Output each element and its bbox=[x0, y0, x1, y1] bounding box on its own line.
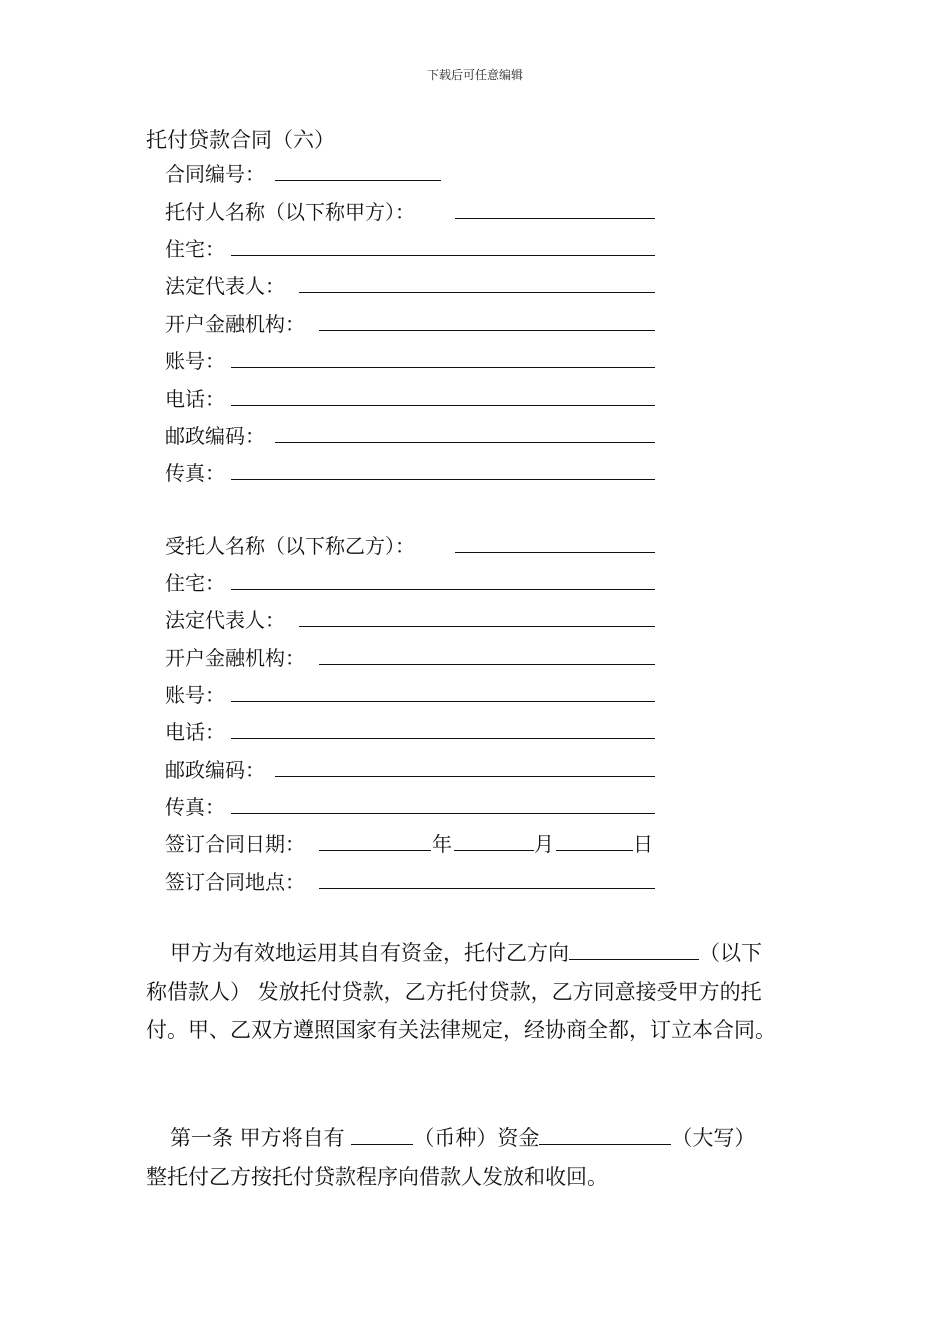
article-1-line-1 bbox=[170, 1122, 755, 1152]
party-a-name-blank[interactable] bbox=[455, 218, 655, 219]
party-b-phone-blank[interactable] bbox=[231, 738, 655, 739]
sign-date-day-blank[interactable] bbox=[556, 850, 633, 851]
page-header-note: 下载后可任意编辑 bbox=[426, 68, 523, 82]
party-a-account-label: 账号： bbox=[165, 349, 225, 373]
intro-line-2: 称借款人） 发放托付贷款，乙方托付贷款，乙方同意接受甲方的托 bbox=[146, 980, 762, 1004]
party-a-address-label: 住宅： bbox=[165, 237, 225, 261]
party-a-bank-label: 开户金融机构： bbox=[165, 312, 305, 336]
sign-date-year-label: 年 bbox=[432, 832, 452, 856]
party-b-bank-blank[interactable] bbox=[319, 664, 655, 665]
intro-line-1-text: 甲方为有效地运用其自有资金，托付乙方向 bbox=[170, 941, 569, 965]
intro-line-1 bbox=[170, 937, 762, 967]
party-a-phone-blank[interactable] bbox=[231, 405, 655, 406]
party-b-account-label: 账号： bbox=[165, 683, 225, 707]
contract-title: 托付贷款合同（六） bbox=[146, 128, 335, 152]
sign-date-year-blank[interactable] bbox=[319, 850, 431, 851]
party-b-postcode-label: 邮政编码： bbox=[165, 758, 265, 782]
sign-date-day-label: 日 bbox=[633, 832, 653, 856]
sign-date-field bbox=[165, 828, 665, 858]
party-a-legal-rep-blank[interactable] bbox=[299, 292, 655, 293]
intro-line-3: 付。甲、乙双方遵照国家有关法律规定，经协商全都，订立本合同。 bbox=[146, 1018, 776, 1042]
party-b-legal-rep-label: 法定代表人： bbox=[165, 608, 285, 632]
contract-no-label: 合同编号： bbox=[165, 162, 265, 186]
party-a-fax-label: 传真： bbox=[165, 461, 225, 485]
sign-date-month-label: 月 bbox=[534, 832, 554, 856]
currency-blank[interactable] bbox=[351, 1126, 413, 1145]
party-b-name-label: 受托人名称（以下称乙方）： bbox=[165, 534, 415, 558]
party-a-name-label: 托付人名称（以下称甲方）： bbox=[165, 200, 415, 224]
party-a-phone-label: 电话： bbox=[165, 387, 225, 411]
party-a-account-blank[interactable] bbox=[231, 367, 655, 368]
article-1-line-2: 整托付乙方按托付贷款程序向借款人发放和收回。 bbox=[146, 1165, 608, 1189]
sign-date-month-blank[interactable] bbox=[454, 850, 534, 851]
amount-blank[interactable] bbox=[539, 1126, 671, 1145]
party-b-postcode-blank[interactable] bbox=[275, 776, 655, 777]
party-b-phone-label: 电话： bbox=[165, 720, 225, 744]
party-a-postcode-label: 邮政编码： bbox=[165, 424, 265, 448]
party-a-legal-rep-label: 法定代表人： bbox=[165, 274, 285, 298]
party-a-fax-blank[interactable] bbox=[231, 479, 655, 480]
party-b-fax-label: 传真： bbox=[165, 795, 225, 819]
sign-place-label: 签订合同地点： bbox=[165, 870, 305, 894]
party-a-bank-blank[interactable] bbox=[319, 330, 655, 331]
sign-date-label: 签订合同日期： bbox=[165, 832, 305, 856]
intro-line-1-tail: （以下 bbox=[699, 941, 762, 965]
party-b-name-blank[interactable] bbox=[455, 552, 655, 553]
sign-place-blank[interactable] bbox=[319, 888, 655, 889]
party-a-address-blank[interactable] bbox=[231, 255, 655, 256]
article-1-text-a: 第一条 甲方将自有 bbox=[170, 1126, 352, 1150]
contract-no-blank[interactable] bbox=[275, 180, 441, 181]
party-b-address-blank[interactable] bbox=[231, 589, 655, 590]
article-1-text-c: （大写） bbox=[671, 1126, 756, 1150]
article-1-text-b: （币种）资金 bbox=[413, 1126, 540, 1150]
party-a-postcode-blank[interactable] bbox=[275, 442, 655, 443]
party-b-legal-rep-blank[interactable] bbox=[299, 626, 655, 627]
borrower-blank[interactable] bbox=[569, 941, 699, 960]
party-b-address-label: 住宅： bbox=[165, 571, 225, 595]
party-b-fax-blank[interactable] bbox=[231, 813, 655, 814]
party-b-bank-label: 开户金融机构： bbox=[165, 646, 305, 670]
party-b-account-blank[interactable] bbox=[231, 701, 655, 702]
